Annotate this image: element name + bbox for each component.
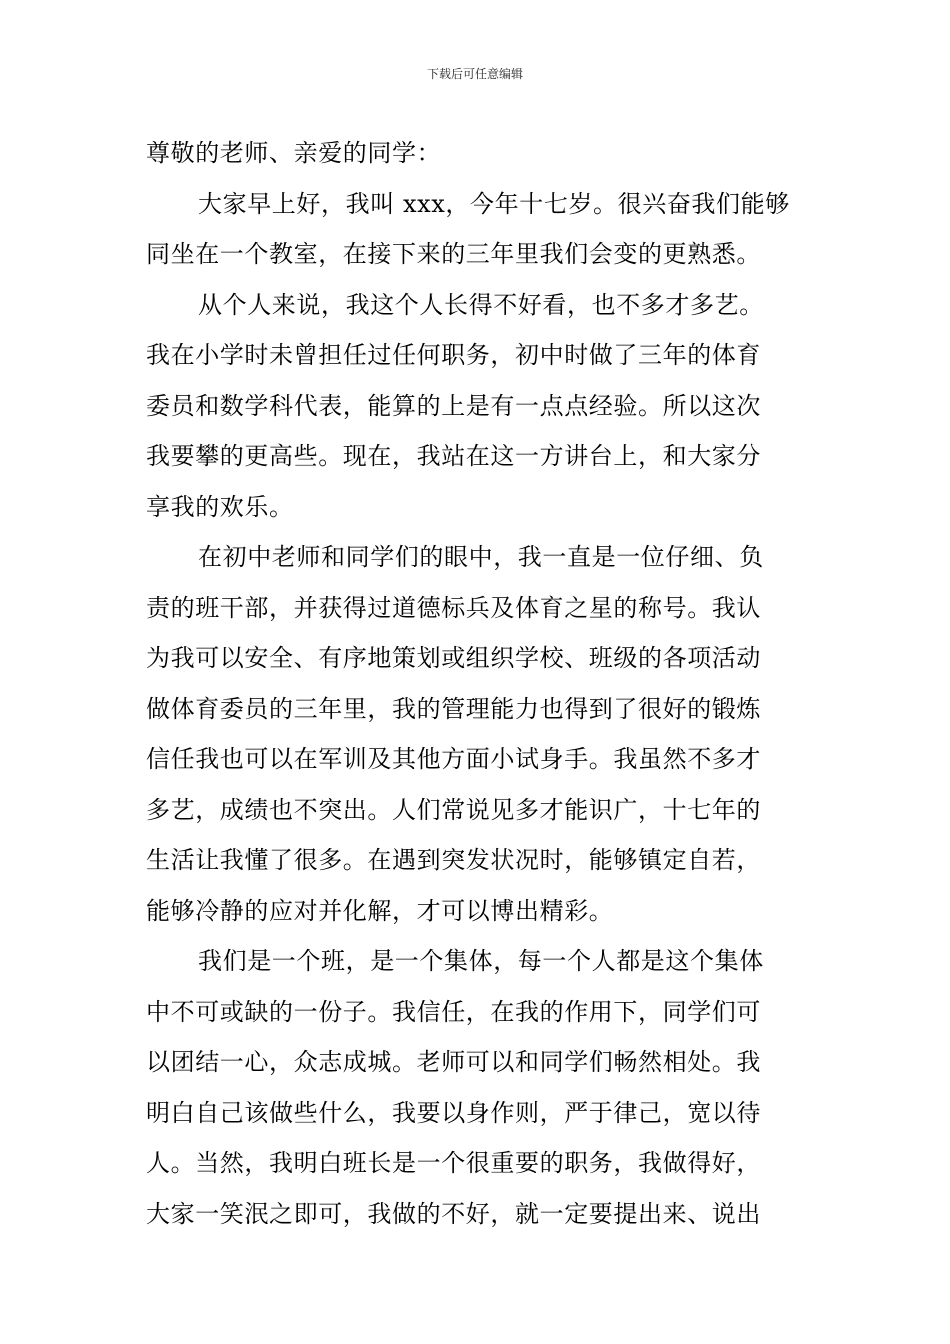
text-line: 我在小学时未曾担任过任何职务，初中时做了三年的体育 <box>146 341 761 369</box>
text-line: 明白自己该做些什么，我要以身作则，严于律己，宽以待 <box>146 1098 761 1127</box>
page-header: 下载后可任意编辑 <box>426 67 523 81</box>
text-line: 做体育委员的三年里，我的管理能力也得到了很好的锻炼 <box>146 694 761 723</box>
text-line: 我们是一个班，是一个集体，每一个人都是这个集体 <box>198 947 764 975</box>
text-line: 信任我也可以在军训及其他方面小试身手。我虽然不多才 <box>146 745 761 773</box>
text-line: 生活让我懂了很多。在遇到突发状况时，能够镇定自若， <box>146 846 761 874</box>
text-line: 人。当然，我明白班长是一个很重要的职务，我做得好， <box>146 1149 761 1177</box>
text-line: 同坐在一个教室，在接下来的三年里我们会变的更熟悉。 <box>146 240 761 268</box>
text-line: 为我可以安全、有序地策划或组织学校、班级的各项活动 <box>146 644 761 672</box>
text-line: 尊敬的老师、亲爱的同学： <box>146 139 442 167</box>
text-line: 享我的欢乐。 <box>146 492 294 521</box>
text-line: 多艺，成绩也不突出。人们常说见多才能识广，十七年的 <box>146 795 761 824</box>
document-body <box>146 128 808 1239</box>
text-line: 在初中老师和同学们的眼中，我一直是一位仔细、负 <box>198 543 764 571</box>
text-line: 从个人来说，我这个人长得不好看，也不多才多艺。 <box>198 290 764 319</box>
text-line: 委员和数学科代表，能算的上是有一点点经验。所以这次 <box>146 391 761 420</box>
text-line: 能够冷静的应对并化解，才可以博出精彩。 <box>146 896 614 925</box>
text-line: 责的班干部，并获得过道德标兵及体育之星的称号。我认 <box>146 593 761 622</box>
text-line: 大家一笑泯之即可，我做的不好，就一定要提出来、说出 <box>146 1199 761 1228</box>
text-line: 中不可或缺的一份子。我信任，在我的作用下，同学们可 <box>146 997 761 1026</box>
text-line: 大家早上好，我叫 xxx，今年十七岁。很兴奋我们能够 <box>198 189 790 218</box>
text-line: 以团结一心，众志成城。老师可以和同学们畅然相处。我 <box>146 1048 761 1076</box>
text-line: 我要攀的更高些。现在，我站在这一方讲台上，和大家分 <box>146 442 761 470</box>
